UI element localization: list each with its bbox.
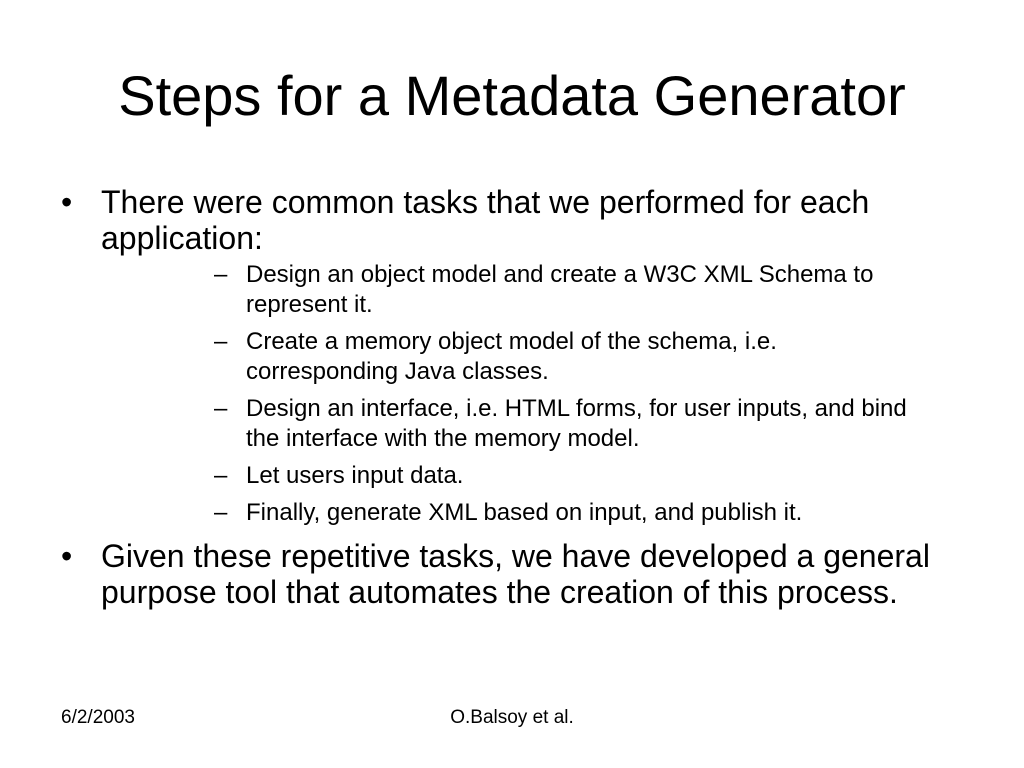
footer-author: O.Balsoy et al. [450, 707, 574, 728]
dash-marker: – [214, 328, 228, 355]
dash-marker: – [214, 462, 228, 489]
bullet-text: Given these repetitive tasks, we have developed a general purpose tool that automates the creation of this process. [101, 538, 930, 610]
sub-bullet-text: Design an object model and create a W3C XML Schema to represent it. [246, 261, 874, 318]
sub-bullet-text: Create a memory object model of the schema, i.e. corresponding Java classes. [246, 328, 777, 385]
sub-bullet-text: Let users input data. [246, 462, 464, 489]
sub-bullet-item [101, 498, 964, 528]
sub-bullet-list [101, 260, 964, 528]
bullet-item [0, 184, 1024, 528]
sub-bullet-item [101, 394, 964, 454]
footer-date: 6/2/2003 [61, 707, 135, 728]
dash-marker: – [214, 261, 228, 288]
slide-title: Steps for a Metadata Generator [118, 64, 906, 127]
bullet-marker: • [61, 538, 73, 574]
sub-bullet-item [101, 260, 964, 320]
sub-bullet-item [101, 461, 964, 491]
sub-bullet-text: Design an interface, i.e. HTML forms, for user inputs, and bind the interface with the memory model. [246, 395, 907, 452]
bullet-list [0, 184, 1024, 610]
dash-marker: – [214, 395, 228, 422]
dash-marker: – [214, 499, 228, 526]
bullet-marker: • [61, 184, 73, 220]
bullet-text: There were common tasks that we performed for each application: [101, 184, 870, 256]
sub-bullet-text: Finally, generate XML based on input, and publish it. [246, 499, 803, 526]
bullet-item [0, 538, 1024, 610]
sub-bullet-item [101, 327, 964, 387]
